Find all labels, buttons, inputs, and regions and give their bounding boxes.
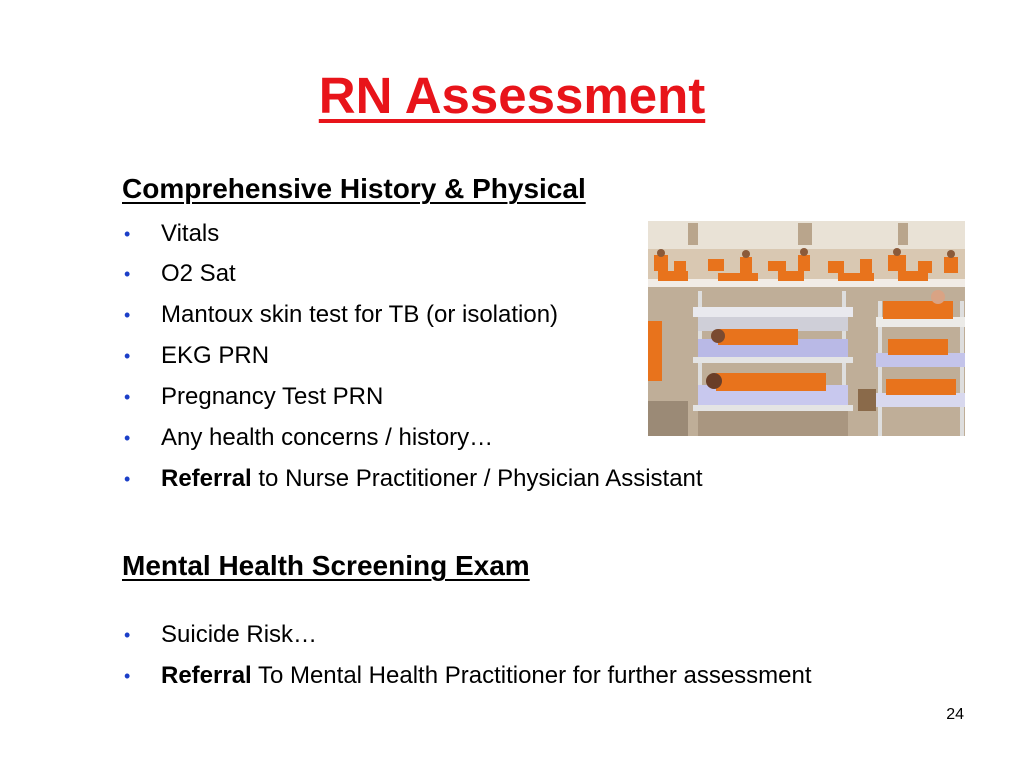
section-heading-mental-health: Mental Health Screening Exam [122, 550, 530, 581]
slide-title: RN Assessment [318, 67, 706, 124]
bullet-icon: • [124, 469, 131, 489]
bullet-icon: • [124, 224, 131, 244]
bullet-icon: • [124, 387, 131, 407]
bullet-icon: • [124, 305, 131, 325]
page-number: 24 [946, 706, 964, 723]
photo-icon [648, 221, 965, 436]
bullet-icon: • [124, 666, 131, 686]
bullet-icon: • [124, 346, 131, 366]
bullet-icon: • [124, 625, 131, 645]
bullet-icon: • [124, 428, 131, 448]
section-heading-history-physical: Comprehensive History & Physical [122, 173, 586, 204]
bullet-icon: • [124, 264, 131, 284]
slide: RN Assessment Comprehensive History & Physical • Vitals • O2 Sat • Mantoux skin test for TB (or isolation) • EKG PRN • Pregnancy Test PRN • Any health concerns / history… • Referral to Nurse Practitioner / Physician Assistant Mental Health Screening Exam • Suicide Risk… • Referral To Mental Health Practitioner for further assessment 24 [0, 0, 1024, 768]
